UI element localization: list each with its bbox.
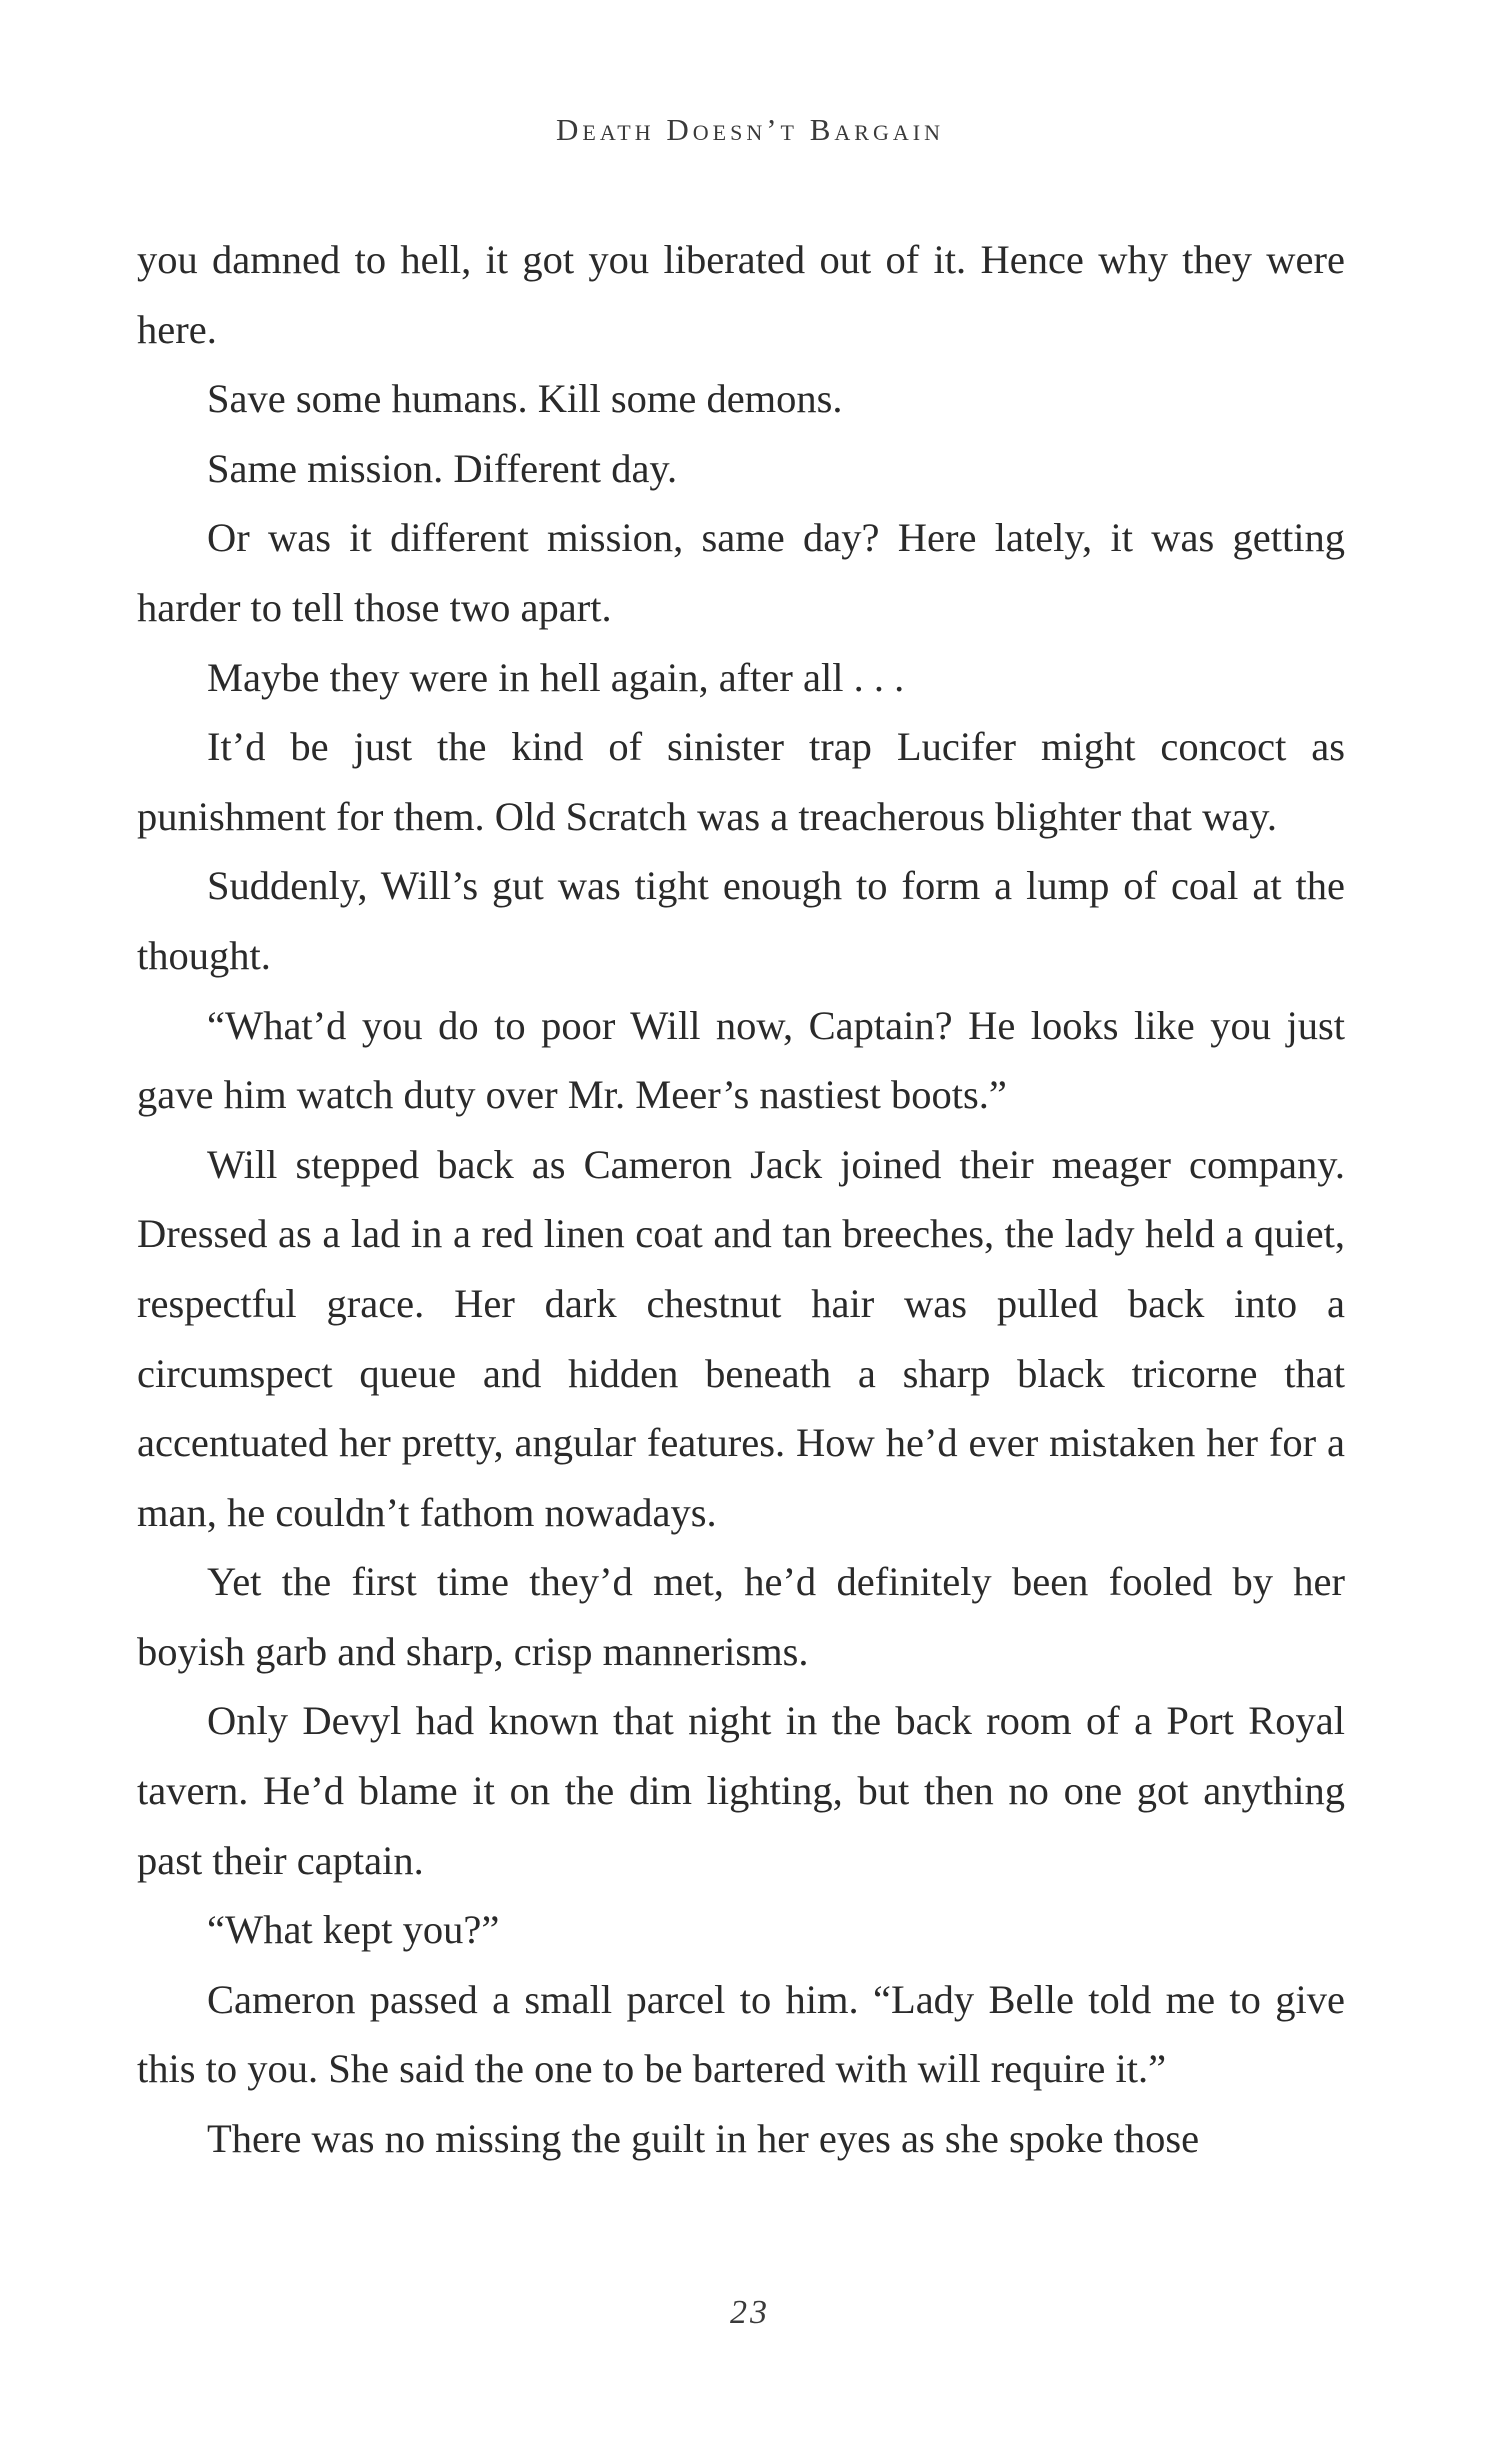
- paragraph: Yet the first time they’d met, he’d definitely been fooled by her boyish garb and sharp, crisp mannerisms.: [137, 1559, 1345, 1674]
- paragraph: you damned to hell, it got you liberated out of it. Hence why they were here.: [137, 237, 1345, 352]
- paragraph: “What kept you?”: [207, 1907, 500, 1953]
- paragraph: Only Devyl had known that night in the back room of a Port Royal tavern. He’d blame it on the dim lighting, but then no one got anything past their captain.: [137, 1698, 1345, 1883]
- paragraph: Cameron passed a small parcel to him. “Lady Belle told me to give this to you. She said the one to be bartered with will require it.”: [137, 1976, 1345, 2092]
- paragraph: There was no missing the guilt in her eyes as she spoke those: [207, 2116, 1200, 2162]
- paragraph: Or was it different mission, same day? Here lately, it was getting harder to tell those two apart.: [137, 515, 1345, 630]
- paragraph: Same mission. Different day.: [207, 445, 678, 491]
- paragraph: Maybe they were in hell again, after all . . .: [207, 654, 905, 700]
- body-text: [137, 225, 1345, 2174]
- paragraph: Will stepped back as Cameron Jack joined their meager company. Dressed as a lad in a red linen coat and tan breeches, the lady held a quiet, respectful grace. Her dark chestnut hair was pulled back into a circumspect queue and hidden beneath a sharp black tricorne that accentuated her pretty, angular features. How he’d ever mistaken her for a man, he couldn’t fathom nowadays.: [137, 1141, 1345, 1535]
- paragraph: It’d be just the kind of sinister trap Lucifer might concoct as punishment for them. Old Scratch was a treacherous blighter that way.: [137, 724, 1345, 839]
- paragraph: Suddenly, Will’s gut was tight enough to form a lump of coal at the thought.: [137, 863, 1345, 978]
- paragraph: “What’d you do to poor Will now, Captain? He looks like you just gave him watch duty over Mr. Meer’s nastiest boots.”: [137, 1002, 1345, 1118]
- running-header: Death Doesn’t Bargain: [556, 112, 944, 147]
- paragraph: Save some humans. Kill some demons.: [207, 376, 843, 422]
- page-number: 23: [730, 2294, 770, 2331]
